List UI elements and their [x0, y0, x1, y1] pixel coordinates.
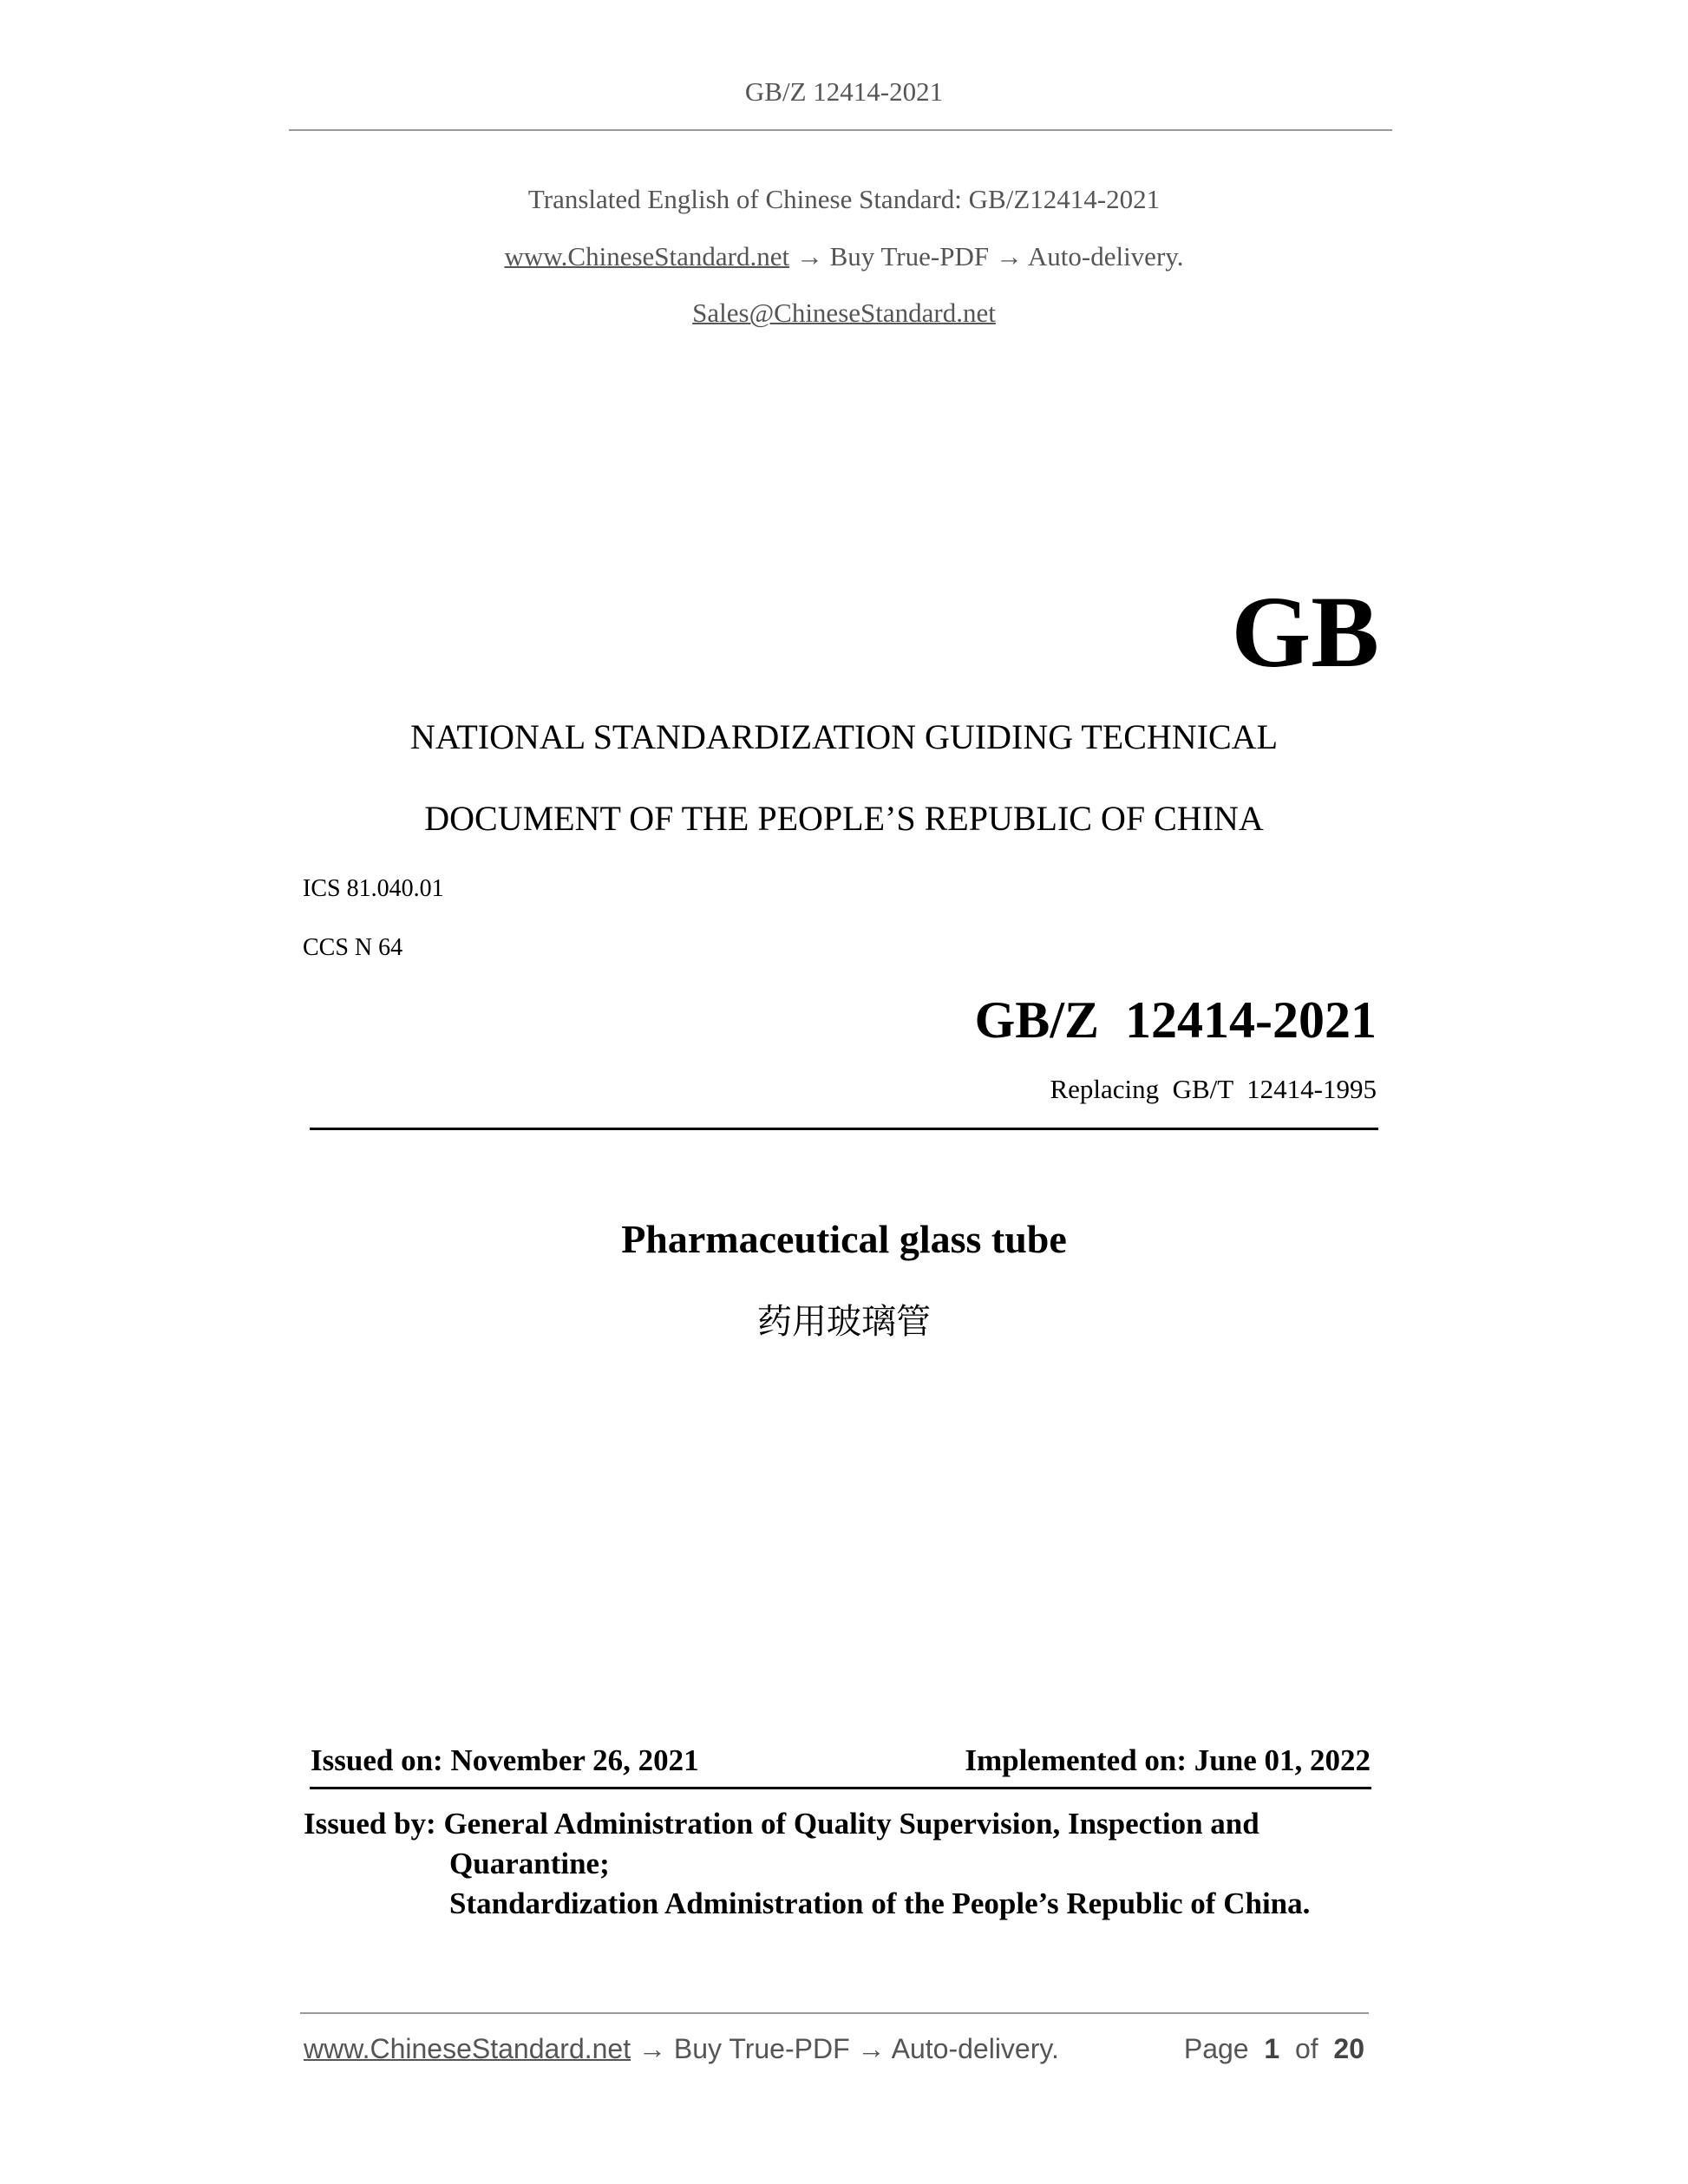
footer-website-link[interactable]: www.ChineseStandard.net: [304, 2033, 631, 2064]
of-label: of: [1294, 2033, 1318, 2064]
footer-purchase-text: → Buy True-PDF → Auto-delivery.: [631, 2033, 1059, 2064]
purchase-notice: [0, 241, 1688, 272]
dates-divider: [310, 1787, 1371, 1789]
running-header: GB/Z 12414-2021: [744, 76, 944, 107]
ics-code: ICS 81.040.01: [303, 875, 444, 902]
page-number: 1: [1264, 2033, 1280, 2064]
issued-by-line-2: Quarantine;: [449, 1847, 610, 1880]
title-english: Pharmaceutical glass tube: [621, 1217, 1067, 1261]
header-divider: [289, 129, 1392, 131]
translation-notice: Translated English of Chinese Standard: GB/Z12414-2021: [527, 184, 1161, 214]
ccs-code: CCS N 64: [303, 934, 403, 961]
issuing-authorities: [304, 1804, 1310, 1924]
title-chinese: 药用玻璃管: [757, 1302, 931, 1342]
footer-purchase-notice: [304, 2033, 1059, 2065]
document-type-line-2: DOCUMENT OF THE PEOPLE’S REPUBLIC OF CHINA: [424, 799, 1264, 838]
email-notice: [0, 298, 1688, 329]
purchase-notice-text: → Buy True-PDF → Auto-delivery.: [789, 241, 1184, 271]
title-divider: [310, 1128, 1378, 1130]
page-total: 20: [1333, 2033, 1364, 2064]
footer-divider: [300, 2012, 1369, 2014]
issued-by-line-3: Standardization Administration of the People’s Republic of China.: [449, 1886, 1311, 1920]
document-type-line-1: NATIONAL STANDARDIZATION GUIDING TECHNICAL: [409, 717, 1279, 756]
page-indicator: [1184, 2033, 1364, 2065]
standard-number: GB/Z 12414-2021: [974, 991, 1377, 1049]
issued-on-date: Issued on: November 26, 2021: [311, 1743, 699, 1777]
email-link[interactable]: Sales@ChineseStandard.net: [692, 298, 996, 328]
website-link[interactable]: www.ChineseStandard.net: [504, 241, 790, 271]
replacing-standard: Replacing GB/T 12414-1995: [1050, 1074, 1377, 1104]
issued-by-line-1: Issued by: General Administration of Quality Supervision, Inspection and: [304, 1807, 1259, 1841]
page-label: Page: [1183, 2033, 1249, 2064]
implemented-on-date: Implemented on: June 01, 2022: [965, 1743, 1371, 1777]
gb-mark: GB: [1231, 575, 1379, 689]
